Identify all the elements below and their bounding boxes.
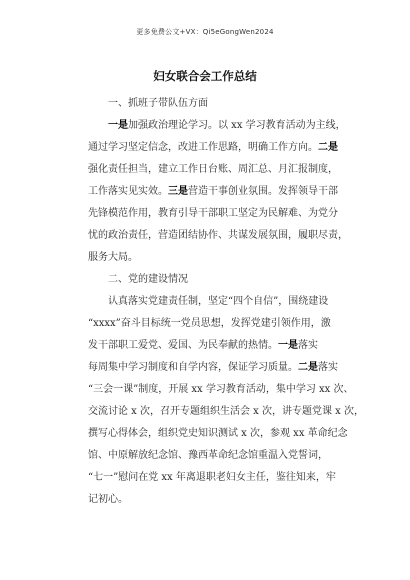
paragraph-line — [88, 181, 338, 203]
paragraph-line — [88, 225, 348, 247]
paragraph-line — [88, 335, 328, 357]
line-text: 营造干事创业氛围。发挥领导干部 — [188, 186, 338, 197]
line-text: 强化责任担当，建立工作日台账、周汇总、月汇报制度， — [88, 164, 338, 175]
bold-marker: 二是 — [298, 362, 318, 373]
paragraph-line — [88, 137, 338, 159]
line-text: 落实 — [298, 340, 318, 351]
paragraph-line — [88, 203, 338, 225]
document-title: 妇女联合会工作总结 — [153, 69, 257, 83]
bold-marker: 二是 — [318, 142, 338, 153]
line-text: 服务大局。 — [88, 252, 138, 263]
paragraph-line — [88, 115, 346, 137]
line-text: 加强政治理论学习。以 xx 学习教育活动为主线， — [128, 120, 346, 131]
line-text: 忧的政治责任，营造团结协作、共谋发展氛围，履职尽责， — [88, 230, 348, 241]
bold-marker: 一是 — [108, 120, 128, 131]
section-heading-1: 一、抓班子带队伍方面 — [108, 98, 208, 109]
line-text: 发干部职工爱党、爱国、为民奉献的热情。 — [88, 340, 278, 351]
line-text: 先锋模范作用，教育引导干部职工坚定为民解难、为党分 — [88, 208, 338, 219]
line-text: 落实 — [318, 362, 338, 373]
paragraph-line: 记初心。 — [88, 494, 128, 505]
paragraph-line: “xxxx”奋斗目标统一党员思想，发挥党建引领作用，激 — [88, 318, 331, 329]
line-text: 每周集中学习制度和自学内容，保证学习质量。 — [88, 362, 298, 373]
paragraph-line: 馆、中原解放纪念馆、豫西革命纪念馆重温入党誓词， — [88, 450, 328, 461]
document-body — [88, 93, 364, 511]
paragraph-line: 交流讨论 x 次，召开专题组织生活会 x 次，讲专题党课 x 次， — [88, 406, 364, 417]
paragraph-line — [88, 247, 328, 269]
paragraph-line: “七一”慰问在党 xx 年离退职老妇女主任，鉴往知来，牢 — [88, 472, 336, 483]
paragraph-line: 撰写心得体会，组织党史知识测试 x 次，参观 xx 革命纪念 — [88, 428, 348, 439]
paragraph-line: 认真落实党建责任制，坚定“四个自信”，围绕建设 — [108, 296, 329, 307]
line-text: 通过学习坚定信念，改进工作思路，明确工作方向。 — [88, 142, 318, 153]
paragraph-line — [88, 159, 338, 181]
line-text: 工作落实见实效。 — [88, 186, 168, 197]
paragraph-line — [88, 357, 338, 379]
paragraph-line: “三会一课”制度，开展 xx 学习教育活动，集中学习 xx 次、 — [88, 384, 354, 395]
bold-marker: 三是 — [168, 186, 188, 197]
section-heading-2: 二、党的建设情况 — [108, 274, 188, 285]
header-note: 更多免费公文+VX：Qi5eGongWen2024 — [136, 28, 274, 36]
bold-marker: 一是 — [278, 340, 298, 351]
